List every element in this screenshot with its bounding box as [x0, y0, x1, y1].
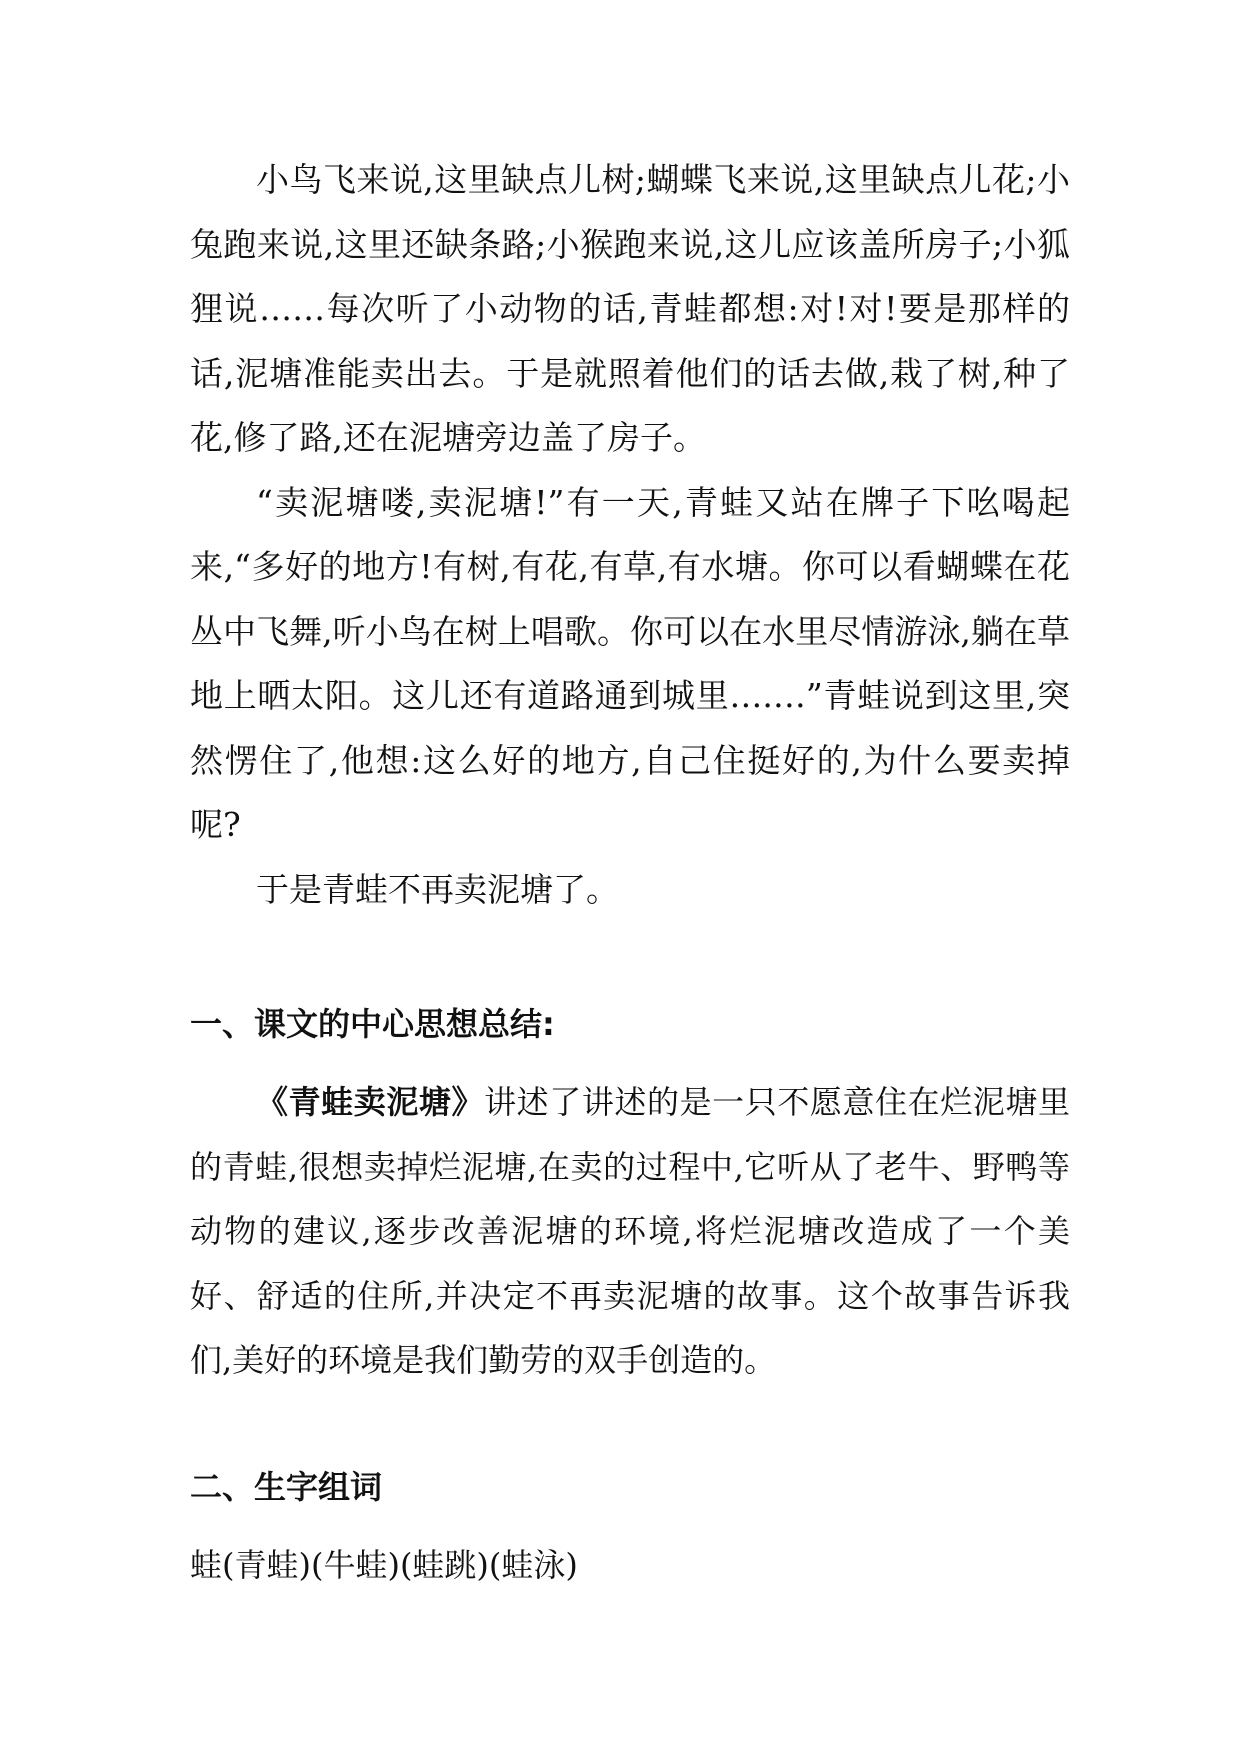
- story-paragraph-3: 于是青蛙不再卖泥塘了。: [256, 869, 619, 909]
- summary-paragraph: [190, 1070, 1070, 1393]
- lesson-title: 《青蛙卖泥塘》: [256, 1083, 485, 1121]
- section-heading-summary: 一、课文的中心思想总结:: [190, 1005, 555, 1043]
- story-paragraph-1: 小鸟飞来说,这里缺点儿树;蝴蝶飞来说,这里缺点儿花;小兔跑来说,这里还缺条路;小猴跑来说,这儿应该盖所房子;小狐狸说……每次听了小动物的话,青蛙都想:对!对!要是那样的话,泥塘准能卖出去。于是就照着他们的话去做,栽了树,种了花,修了路,还在泥塘旁边盖了房子。: [190, 160, 1070, 457]
- summary-text: 讲述了讲述的是一只不愿意住在烂泥塘里的青蛙,很想卖掉烂泥塘,在卖的过程中,它听从了老牛、野鸭等动物的建议,逐步改善泥塘的环境,将烂泥塘改造成了一个美好、舒适的住所,并决定不再卖泥塘的故事。这个故事告诉我们,美好的环境是我们勤劳的双手创造的。: [190, 1083, 1070, 1379]
- document-page: [190, 148, 1070, 1587]
- word-group-line: 蛙(青蛙)(牛蛙)(蛙跳)(蛙泳): [190, 1545, 578, 1584]
- section-heading-words: 二、生字组词: [190, 1467, 383, 1506]
- story-paragraph-2: “卖泥塘喽,卖泥塘!”有一天,青蛙又站在牌子下吆喝起来,“多好的地方!有树,有花,有草,有水塘。你可以看蝴蝶在花丛中飞舞,听小鸟在树上唱歌。你可以在水里尽情游泳,躺在草地上晒太阳。这儿还有道路通到城里….…”青蛙说到这里,突然愣住了,他想:这么好的地方,自己住挺好的,为什么要卖掉呢?: [190, 482, 1070, 844]
